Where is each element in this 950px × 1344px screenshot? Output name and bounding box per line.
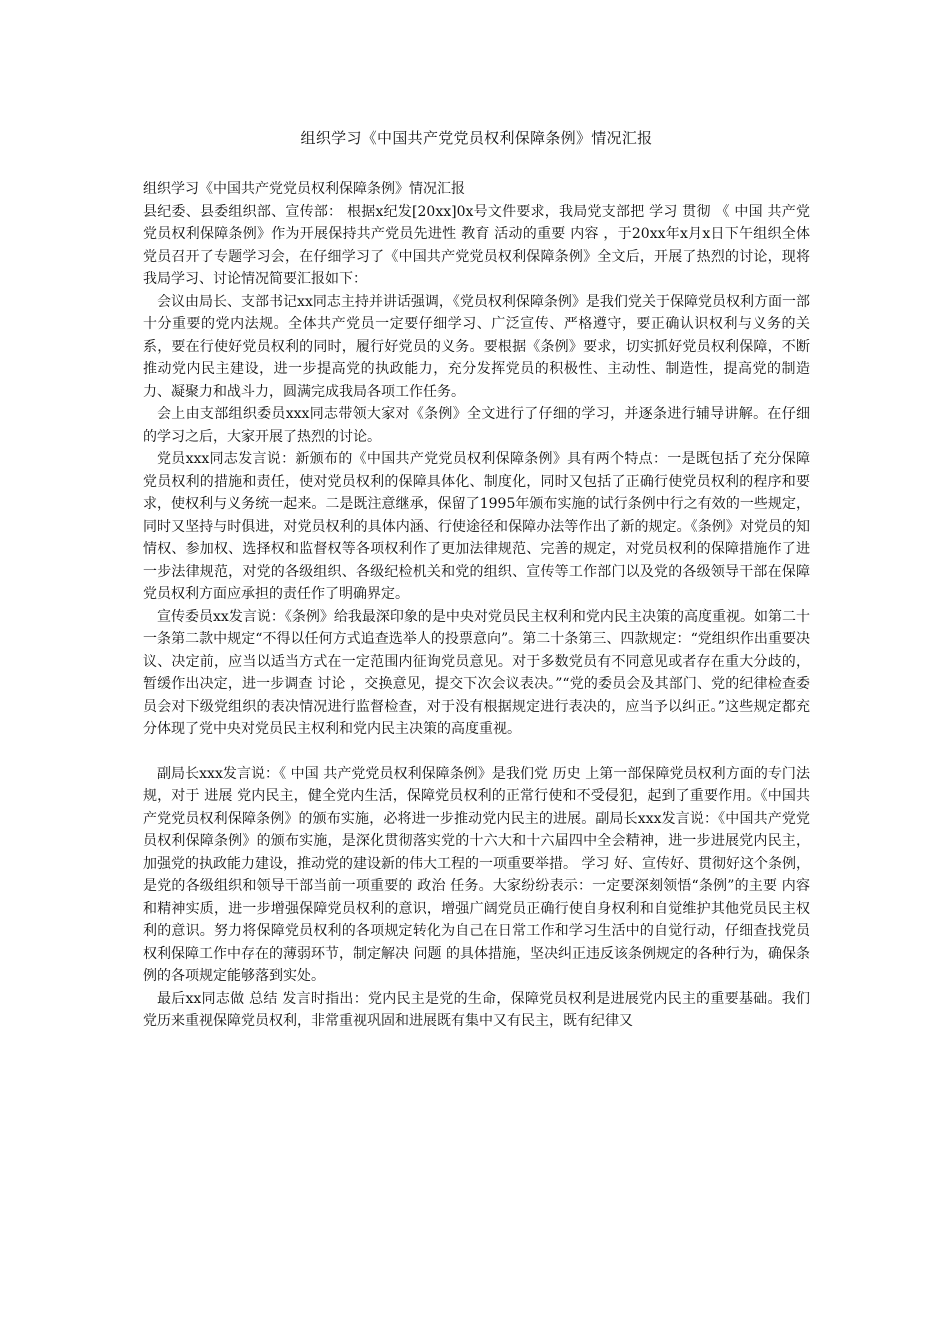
paragraph-member-speech: 党员xxx同志发言说：新颁布的《中国共产党党员权利保障条例》具有两个特点：一是既包括了充分保障党员权利的措施和责任，使对党员权利的保障具体化、制度化，同时又包括了正确行使党员权利的程序和要求，使权利与义务统一起来。二是既注意继承，保留了1995年颁布实施的试行条例中行之有效的一些规定，同时又坚持与时俱进，对党员权利的具体内涵、行使途径和保障办法等作出了新的规定。《条例》对党员的知情权、参加权、选择权和监督权等各项权利作了更加法律规范、完善的规定，对党员权利的保障措施作了进一步法律规范，对党的各级组织、各级纪检机关和党的组织、宣传等工作部门以及党的各级领导干部在保障党员权利方面应承担的责任作了明确界定。 — [143, 451, 810, 602]
document-page — [143, 127, 810, 1033]
paragraph-deputy-speech: 副局长xxx发言说：《 中国 共产党党员权利保障条例》是我们党 历史 上第一部保障党员权利方面的专门法规，对于 进展 党内民主，健全党内生活，保障党员权利的正常行使和不受侵犯，起到了重要作用。《中国共产党党员权利保障条例》的颁布实施，必将进一步推动党内民主的进展。副局长xxx发言说：《中国共产党党员权利保障条例》的颁布实施，是深化贯彻落实党的十六大和十六届四中全会精神，进一步进展党内民主，加强党的执政能力建设，推动党的建设新的伟大工程的一项重要举措。 学习 好、宣传好、贯彻好这个条例，是党的各级组织和领导干部当前一项重要的 政治 任务。大家纷纷表示：一定要深刻领悟“条例”的主要 内容 和精神实质，进一步增强保障党员权利的意识，增强广阔党员正确行使自身权利和自觉维护其他党员民主权利的意识。努力将保障党员权利的各项规定转化为自己在日常工作和学习生活中的自觉行动，仔细查找党员权利保障工作中存在的薄弱环节，制定解决 问题 的具体措施，坚决纠正违反该条例规定的各种行为，确保条例的各项规定能够落到实处。 — [143, 765, 810, 984]
paragraph-study: 会上由支部组织委员xxx同志带领大家对《条例》全文进行了仔细的学习，并逐条进行辅导讲解。在仔细的学习之后，大家开展了热烈的讨论。 — [143, 406, 810, 445]
document-title: 组织学习《中国共产党党员权利保障条例》情况汇报 — [300, 129, 653, 147]
document-subtitle: 组织学习《中国共产党党员权利保障条例》情况汇报 — [143, 181, 465, 197]
paragraph-summary: 最后xx同志做 总结 发言时指出：党内民主是党的生命，保障党员权利是进展党内民主的重要基础。我们党历来重视保障党员权利，非常重视巩固和进展既有集中又有民主，既有纪律又 — [143, 990, 810, 1029]
paragraph-publicity-speech: 宣传委员xx发言说：《条例》给我最深印象的是中央对党员民主权利和党内民主决策的高度重视。如第二十一条第二款中规定“不得以任何方式追查选举人的投票意向”。第二十条第三、四款规定：“党组织作出重要决议、决定前，应当以适当方式在一定范围内征询党员意见。对于多数党员有不同意见或者存在重大分歧的，暂缓作出决定，进一步调查 讨论 ，交换意见，提交下次会议表决。”“党的委员会及其部门、党的纪律检查委员会对下级党组织的表决情况进行监督检查，对于没有根据规定进行表决的，应当予以纠正。”这些规定都充分体现了党中央对党员民主权利和党内民主决策的高度重视。 — [143, 608, 810, 737]
paragraph-intro: 县纪委、县委组织部、宣传部： 根据x纪发[20xx]0x号文件要求，我局党支部把 学习 贯彻 《 中国 共产党党员权利保障条例》作为开展保持共产党员先进性 教育 活动的重要 内容 ，于20xx年x月x日下午组织全体党员召开了专题学习会，在仔细学习了《中国共产党党员权利保障条例》全文后，开展了热烈的讨论，现将我局学习、讨论情况简要汇报如下： — [143, 203, 810, 287]
paragraph-meeting: 会议由局长、支部书记xx同志主持并讲话强调，《党员权利保障条例》是我们党关于保障党员权利方面一部十分重要的党内法规。全体共产党员一定要仔细学习、广泛宣传、严格遵守，要正确认识权利与义务的关系，要在行使好党员权利的同时，履行好党员的义务。要根据《条例》要求，切实抓好党员权利保障，不断推动党内民主建设，进一步提高党的执政能力，充分发挥党员的积极性、主动性、制造性，提高党的制造力、凝聚力和战斗力，圆满完成我局各项工作任务。 — [143, 293, 810, 400]
